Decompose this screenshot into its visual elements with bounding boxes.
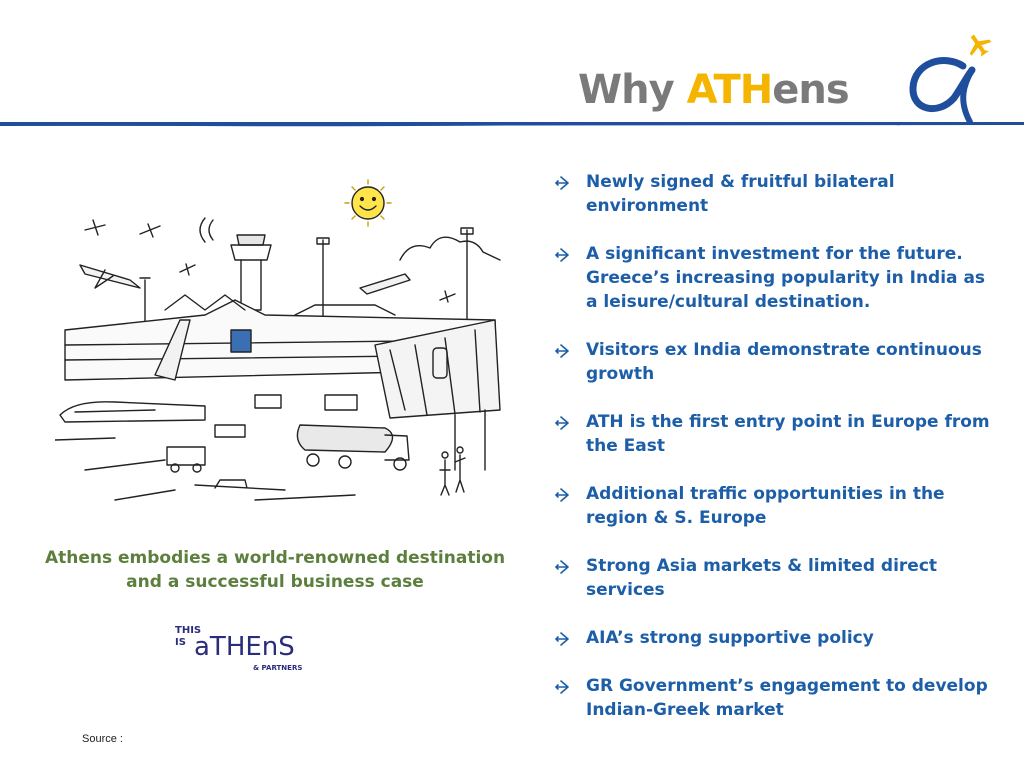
bullet-text: Newly signed & fruitful bilateral environment bbox=[586, 172, 895, 216]
bullet-item bbox=[555, 338, 995, 386]
bullet-text: Additional traffic opportunities in the region & S. Europe bbox=[586, 484, 945, 528]
bullet-item bbox=[555, 626, 995, 650]
bullet-text: ATH is the first entry point in Europe from the East bbox=[586, 412, 990, 456]
caption-line-2: and a successful business case bbox=[126, 572, 424, 592]
sun-icon bbox=[345, 180, 391, 226]
airplane-icon bbox=[555, 344, 569, 358]
logo-plane-icon bbox=[962, 30, 994, 61]
airplane-icon bbox=[555, 248, 569, 262]
title-suffix: ens bbox=[772, 67, 849, 113]
logo-athens-text: aTHEnS bbox=[194, 632, 295, 662]
bullet-item bbox=[555, 410, 995, 458]
slide-title bbox=[578, 62, 849, 118]
bullet-item bbox=[555, 674, 995, 722]
logo-this-text: THIS bbox=[175, 625, 202, 636]
illustration-caption bbox=[20, 546, 530, 594]
bullet-text: Visitors ex India demonstrate continuous growth bbox=[586, 340, 982, 384]
bullet-text: Strong Asia markets & limited direct services bbox=[586, 556, 938, 600]
bullet-item bbox=[555, 170, 995, 218]
logo-partners-text: & PARTNERS bbox=[253, 664, 303, 672]
bullet-text: GR Government’s engagement to develop Indian-Greek market bbox=[586, 676, 988, 720]
title-prefix: Why bbox=[578, 67, 687, 113]
bullet-text: A significant investment for the future. Greece’s increasing popularity in India as a leisure/cultural destination. bbox=[586, 244, 986, 312]
athens-airport-logo bbox=[900, 30, 1000, 130]
logo-is-text: IS bbox=[175, 637, 186, 648]
title-highlight: ATH bbox=[686, 67, 773, 113]
bullet-item bbox=[555, 554, 995, 602]
caption-line-1: Athens embodies a world-renowned destination bbox=[44, 548, 506, 568]
bullet-text: AIA’s strong supportive policy bbox=[586, 628, 874, 648]
header-brush-rule bbox=[0, 118, 1024, 130]
bullet-item bbox=[555, 482, 995, 530]
airplane-icon bbox=[555, 680, 569, 694]
airplane-icon bbox=[555, 176, 569, 190]
bullet-item bbox=[555, 242, 995, 314]
airplane-icon bbox=[555, 632, 569, 646]
source-note: Source : bbox=[82, 733, 123, 745]
airport-sketch-illustration bbox=[55, 170, 510, 510]
airplane-icon bbox=[555, 488, 569, 502]
this-is-athens-logo bbox=[175, 625, 315, 675]
airplane-icon bbox=[555, 416, 569, 430]
reasons-bullet-list bbox=[555, 170, 995, 746]
airplane-icon bbox=[555, 560, 569, 574]
